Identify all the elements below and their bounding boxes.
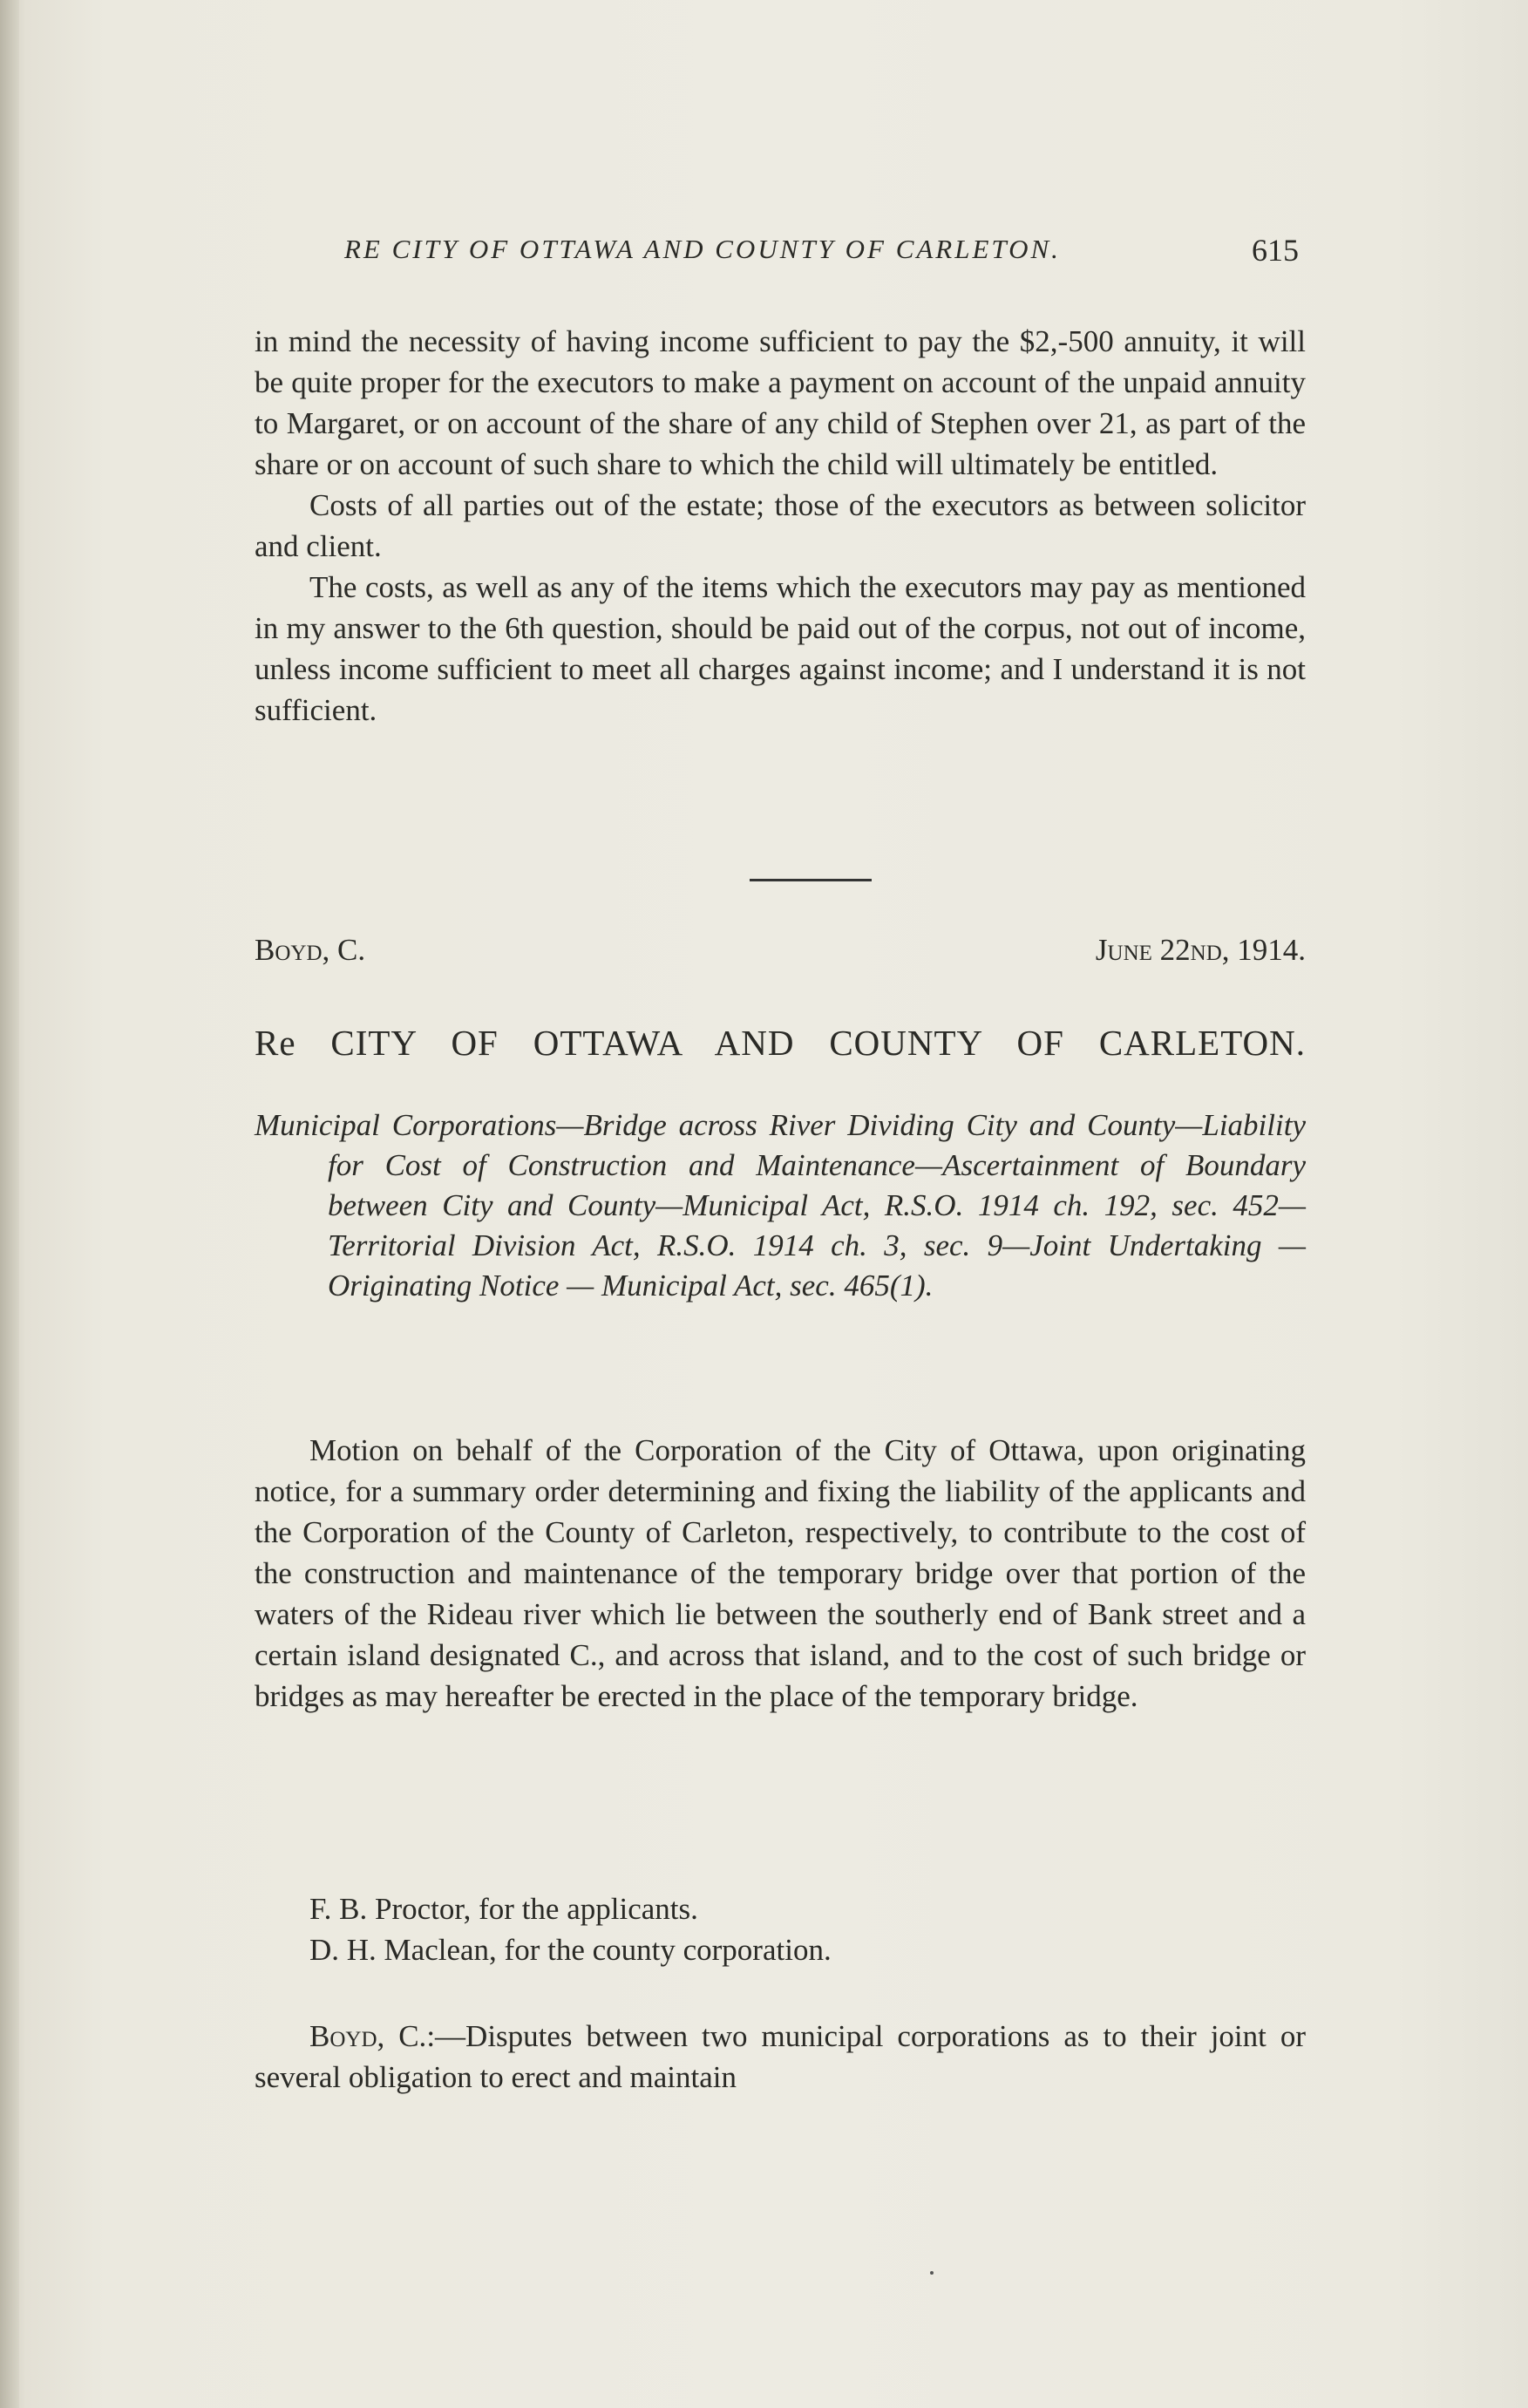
paragraph-annuity: in mind the necessity of having income sufficient to pay the $2,-500 annuity, it will be quite proper for the executors to make a payment on account of the unpaid annuity to Margaret, or on account of the share of any child of Stephen over 21, as part of the share or on account of such share to which the child will ultimately be entitled. bbox=[255, 324, 1306, 481]
running-head: RE CITY OF OTTAWA AND COUNTY OF CARLETON. bbox=[344, 234, 1061, 264]
judgment-text: :—Disputes between two municipal corporations as to their joint or several obligation to erect and maintain bbox=[255, 2019, 1306, 2094]
judgment-paragraph bbox=[255, 2016, 1306, 2098]
page-header bbox=[344, 234, 1299, 277]
counsel-applicants: F. B. Proctor, for the applicants. bbox=[309, 1892, 698, 1926]
page-binding-edge bbox=[0, 0, 19, 2408]
section-divider bbox=[750, 879, 872, 881]
top-text-block bbox=[255, 321, 1306, 731]
counsel-county: D. H. Maclean, for the county corporation. bbox=[309, 1933, 832, 1967]
dateline-judge: Boyd, C. bbox=[255, 933, 366, 967]
page-number: 615 bbox=[1252, 233, 1299, 268]
paragraph-corpus: The costs, as well as any of the items which the executors may pay as mentioned in my answer to the 6th question, should be paid out of the corpus, not out of income, unless income sufficient to meet all charges against income; and I understand it is not sufficient. bbox=[255, 570, 1306, 727]
judgment-judge: Boyd, C. bbox=[309, 2019, 427, 2053]
judgment-block bbox=[255, 2016, 1306, 2098]
dateline-date: June 22nd, 1914. bbox=[1095, 933, 1306, 967]
dateline bbox=[255, 933, 1306, 976]
headnote: Municipal Corporations—Bridge across River Dividing City and County—Liability for Cost of Construction and Maintenance—Ascertainment of Boundary between City and County—Municipal Act, R.S.O. 1914 ch. 192, sec. 452—Territorial Division Act, R.S.O. 1914 ch. 3, sec. 9—Joint Undertaking — Originating Notice — Municipal Act, sec. 465(1). bbox=[255, 1108, 1306, 1303]
motion-block bbox=[255, 1430, 1306, 1717]
case-title: Re CITY OF OTTAWA AND COUNTY OF CARLETON. bbox=[255, 1023, 1306, 1063]
paragraph-costs: Costs of all parties out of the estate; those of the executors as between solicitor and client. bbox=[255, 488, 1306, 563]
ink-speck bbox=[930, 2271, 934, 2275]
motion-paragraph: Motion on behalf of the Corporation of the City of Ottawa, upon originating notice, for a summary order determining and fixing the liability of the applicants and the Corporation of the County of Carleton, respectively, to contribute to the cost of the construction and maintenance of the temporary bridge over that portion of the waters of the Rideau river which lie between the southerly end of Bank street and a certain island designated C., and across that island, and to the cost of such bridge or bridges as may hereafter be erected in the place of the temporary bridge. bbox=[255, 1433, 1306, 1713]
